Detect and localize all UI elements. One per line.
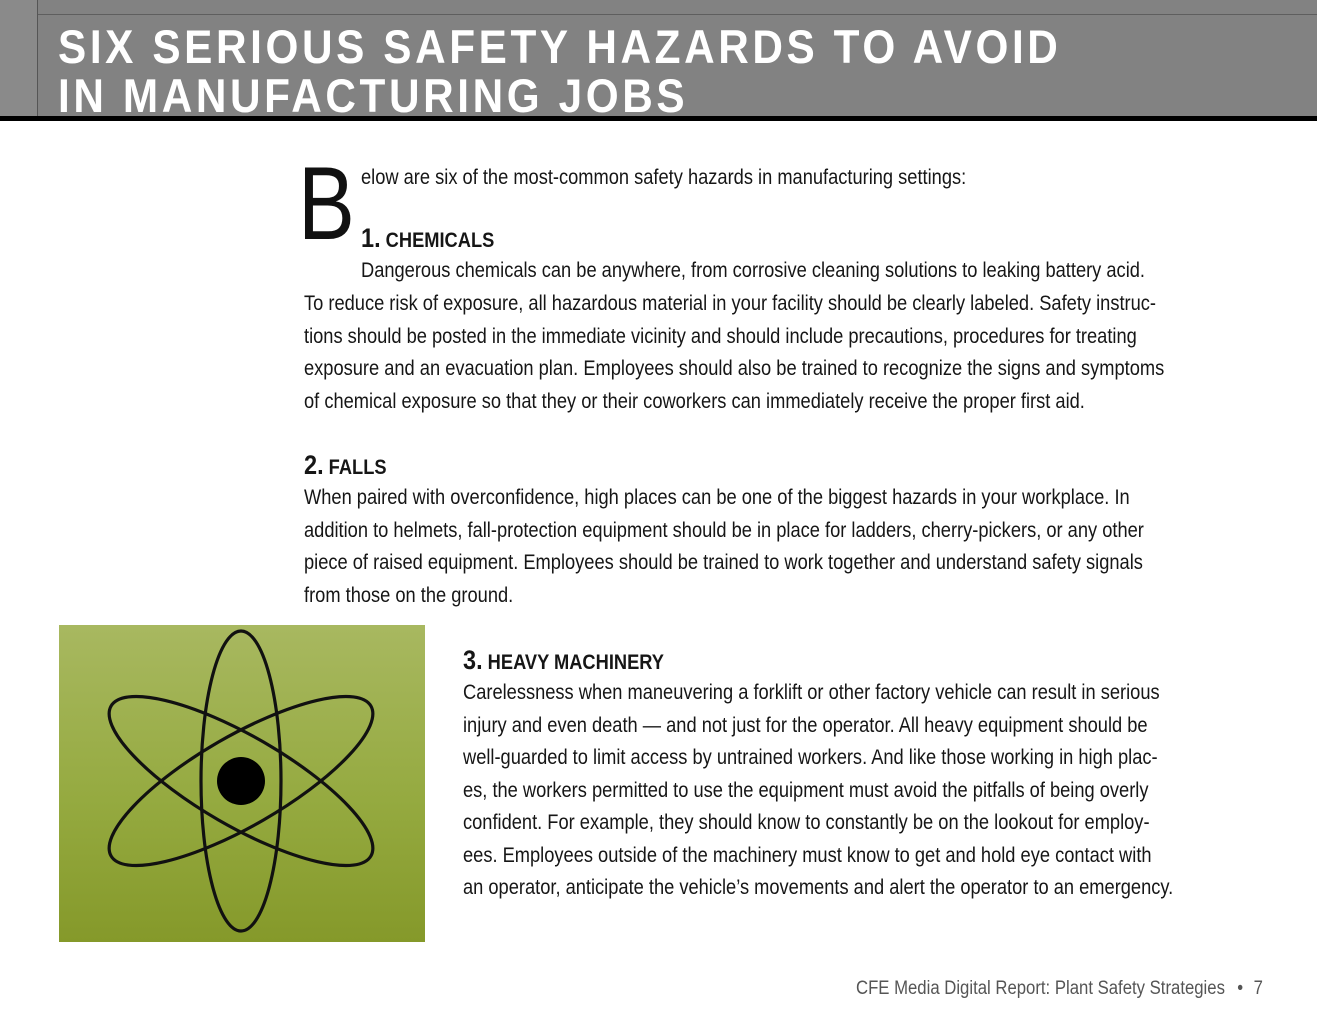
section-text-chemicals-line-1: Dangerous chemicals can be anywhere, from corrosive cleaning solutions to leaking battery acid. [361, 259, 1145, 282]
page-title [58, 22, 1173, 120]
intro-text: elow are six of the most-common safety hazards in manufacturing settings: [361, 166, 967, 189]
text-line: well-guarded to limit access by untrained workers. And like those working in high plac- [463, 746, 1158, 769]
drop-cap: B [298, 146, 355, 262]
text-line: Carelessness when maneuvering a forklift or other factory vehicle can result in serious [463, 681, 1160, 704]
bullet-separator: • [1237, 978, 1244, 999]
section-number: 1. [361, 223, 381, 253]
section-title: HEAVY MACHINERY [487, 651, 664, 674]
text-line: piece of raised equipment. Employees should be trained to work together and understand safety signals [304, 551, 1143, 574]
section-heading-falls [304, 449, 1261, 485]
atom-icon [59, 625, 425, 942]
banner-rule [0, 14, 1317, 15]
section-title: FALLS [328, 456, 387, 479]
text-line: tions should be posted in the immediate vicinity and should include precautions, procedures for treating [304, 324, 1137, 348]
nucleus [217, 757, 265, 805]
page-title-line-2: IN MANUFACTURING JOBS [58, 69, 689, 122]
text-line: exposure and an evacuation plan. Employees should also be trained to recognize the signs and symptoms [304, 357, 1165, 380]
text-line: When paired with overconfidence, high places can be one of the biggest hazards in your workplace. In [304, 486, 1130, 509]
section-text-falls [304, 482, 1261, 612]
title-banner [0, 0, 1317, 121]
page-title-line-1: SIX SERIOUS SAFETY HAZARDS TO AVOID [58, 20, 1062, 73]
section-number: 2. [304, 450, 324, 480]
text-line: addition to helmets, fall-protection equipment should be in place for ladders, cherry-pickers, or any other [304, 518, 1144, 542]
section-text-heavy-machinery [463, 677, 1317, 905]
section-title: CHEMICALS [385, 229, 495, 252]
report-name: CFE Media Digital Report: Plant Safety Strategies [856, 978, 1225, 999]
atom-illustration [59, 625, 425, 942]
banner-tab [0, 0, 38, 116]
section-text-chemicals [304, 288, 1261, 418]
text-line: an operator, anticipate the vehicle’s movements and alert the operator to an emergency. [463, 876, 1174, 899]
text-line: from those on the ground. [304, 583, 514, 607]
section-heading-chemicals [361, 222, 1317, 258]
text-line: of chemical exposure so that they or their coworkers can immediately receive the proper first aid. [304, 389, 1085, 413]
section-number: 3. [463, 645, 483, 675]
text-line: ees. Employees outside of the machinery must know to get and hold eye contact with [463, 843, 1152, 867]
page-number: 7 [1253, 978, 1263, 999]
text-line: To reduce risk of exposure, all hazardous material in your facility should be clearly labeled. Safety instruc- [304, 292, 1157, 315]
text-line: es, the workers permitted to use the equipment must avoid the pitfalls of being overly [463, 778, 1149, 802]
section-heading-heavy-machinery [463, 644, 1317, 680]
text-line: injury and even death — and not just for the operator. All heavy equipment should be [463, 713, 1148, 737]
text-line: confident. For example, they should know to constantly be on the lookout for employ- [463, 811, 1150, 834]
page-footer [856, 978, 1263, 1000]
